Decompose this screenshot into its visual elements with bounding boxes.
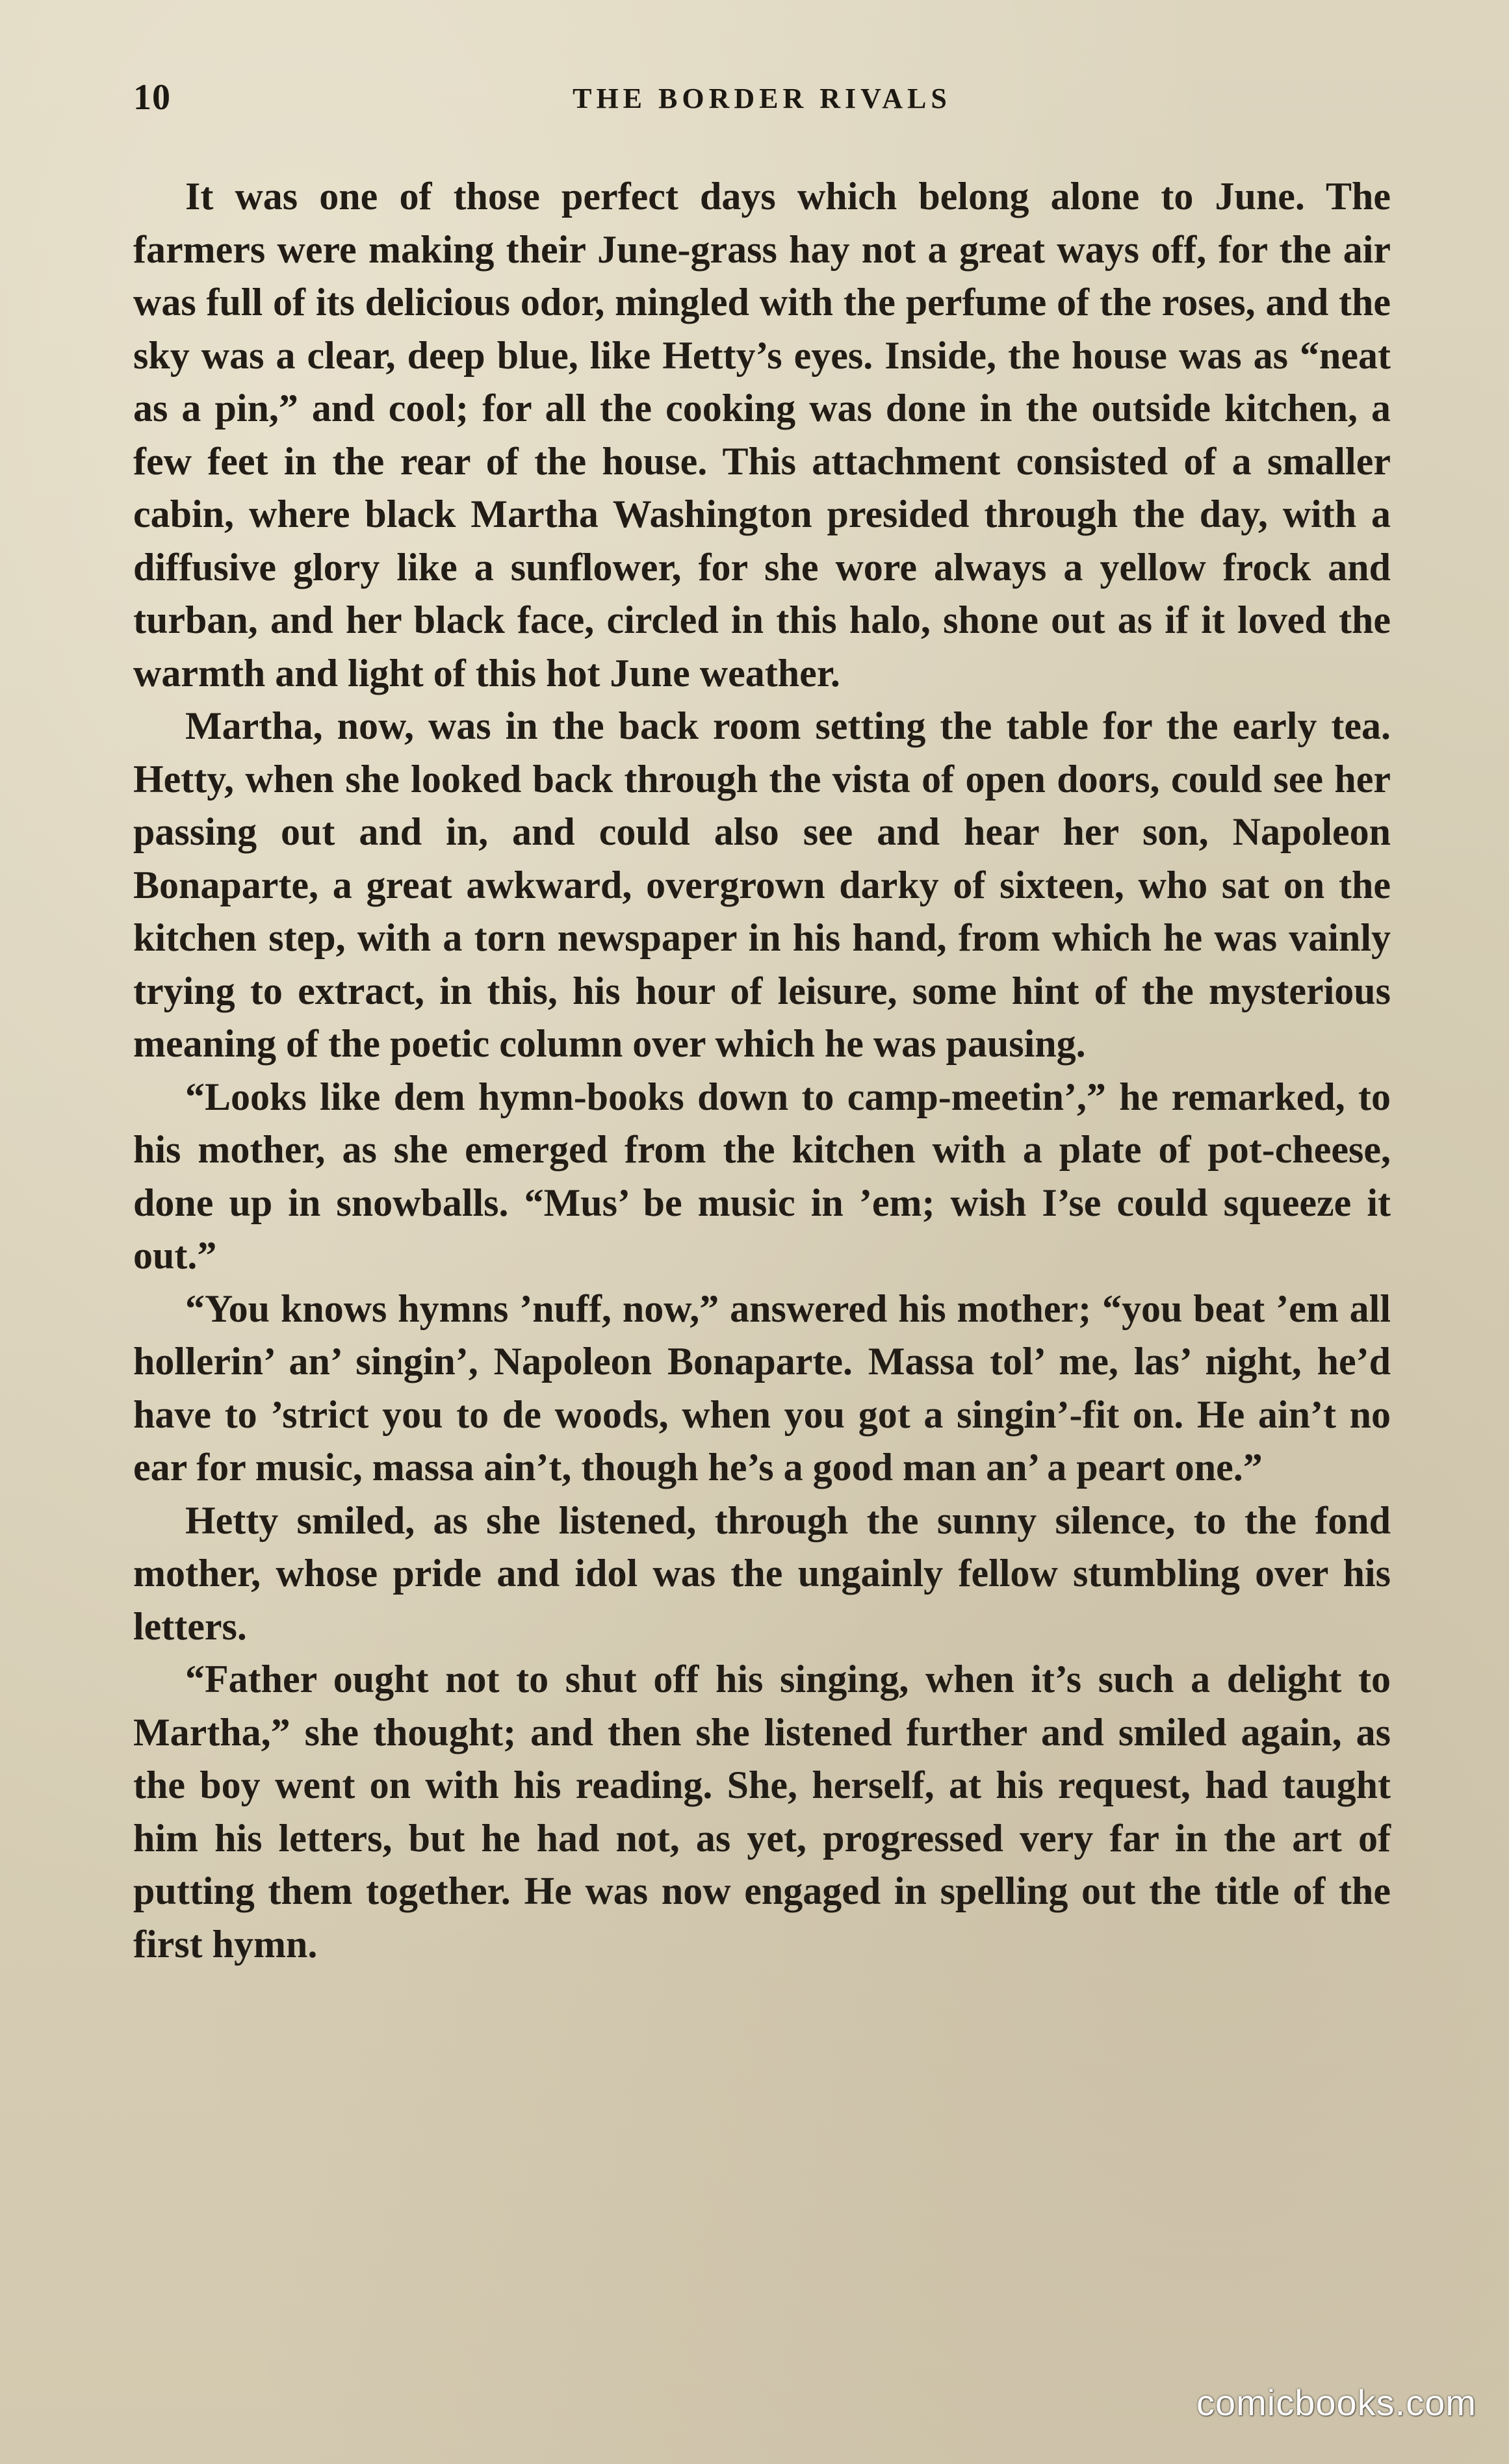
paragraph: It was one of those perfect days which belong alone to June. The farmers were making their June-grass hay not a great ways off, for the air was full of its delicious odor, mingled with the perfume of the roses, and the sky was a clear, deep blue, like Hetty’s eyes. Inside, the house was as “neat as a pin,” and cool; for all the cooking was done in the outside kitchen, a few feet in the rear of the house. This attachment consisted of a smaller cabin, where black Martha Washington presided through the day, with a diffusive glory like a sunflower, for she wore always a yellow frock and turban, and her black face, circled in this halo, shone out as if it loved the warmth and light of this hot June weather.	[133, 175, 1391, 695]
paragraph: Hetty smiled, as she listened, through the sunny silence, to the fond mother, whose pride and idol was the ungainly fellow stumbling over his letters.	[133, 1498, 1391, 1648]
paragraph: “You knows hymns ’nuff, now,” answered his mother; “you beat ’em all hollerin’ an’ singin’, Napoleon Bonaparte. Massa tol’ me, las’ night, he’d have to ’strict you to de woods, when you got a singin’-fit on. He ain’t no ear for music, massa ain’t, though he’s a good man an’ a peart one.”	[133, 1287, 1391, 1489]
watermark: comicbooks.com	[1196, 2382, 1477, 2423]
paragraph: “Looks like dem hymn-books down to camp-meetin’,” he remarked, to his mother, as she emerged from the kitchen with a plate of pot-cheese, done up in snowballs. “Mus’ be music in ’em; wish I’se could squeeze it out.”	[133, 1075, 1391, 1277]
paragraph: “Father ought not to shut off his singing, when it’s such a delight to Martha,” she thought; and then she listened further and smiled again, as the boy went on with his reading. She, herself, at his request, had taught him his letters, but he had not, as yet, progressed very far in the art of putting them together. He was now engaged in spelling out the title of the first hymn.	[133, 1658, 1391, 1966]
page-number: 10	[133, 77, 171, 118]
page-header	[133, 77, 1391, 129]
running-title: THE BORDER RIVALS	[573, 83, 951, 114]
paragraph: Martha, now, was in the back room setting the table for the early tea. Hetty, when she looked back through the vista of open doors, could see her passing out and in, and could also see and hear her son, Napoleon Bonaparte, a great awkward, overgrown darky of sixteen, who sat on the kitchen step, with a torn newspaper in his hand, from which he was vainly trying to extract, in this, his hour of leisure, some hint of the mysterious meaning of the poetic column over which he was pausing.	[133, 704, 1391, 1065]
body-text	[133, 170, 1391, 1971]
